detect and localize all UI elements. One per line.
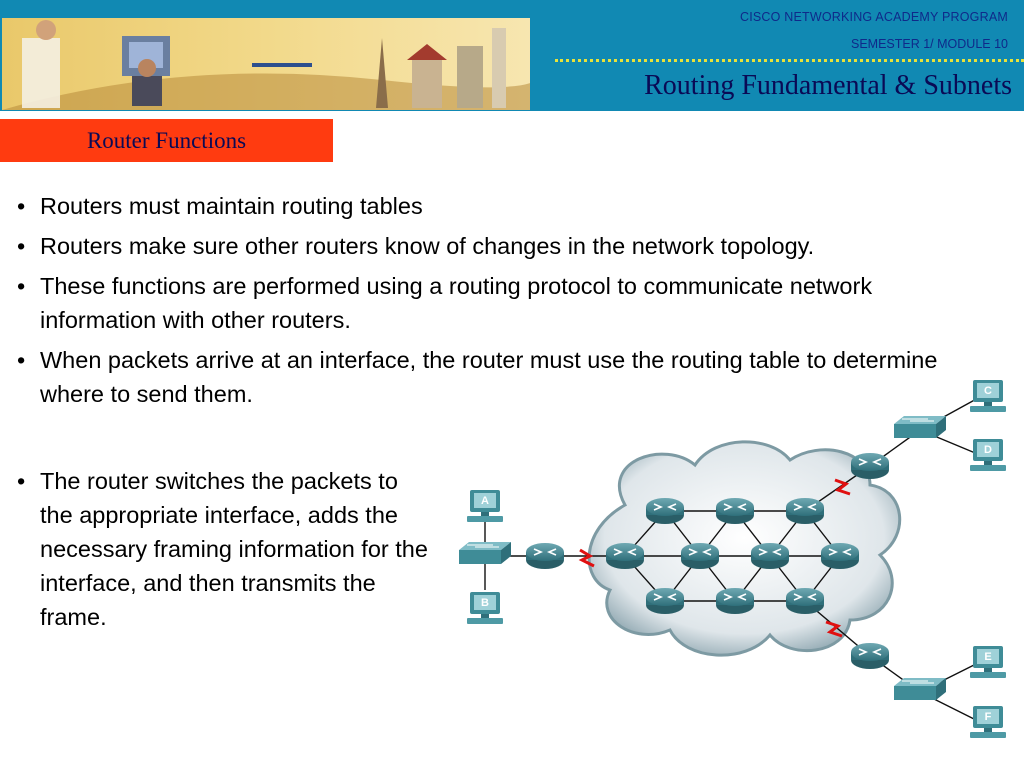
section-title: Router Functions [86, 127, 247, 153]
host-d [970, 439, 1006, 471]
router-icon [716, 498, 754, 524]
bullet-text: Routers make sure other routers know of changes in the network topology. [40, 233, 815, 259]
router-icon [786, 588, 824, 614]
bullet-text: These functions are performed using a routing protocol to communicate network information with other routers. [40, 273, 873, 333]
module-label: SEMESTER 1/ MODULE 10 [851, 37, 1008, 51]
host-label: B [481, 597, 489, 609]
router-icon [786, 498, 824, 524]
router-icon [716, 588, 754, 614]
bullet-item [15, 464, 435, 634]
router-icon [681, 543, 719, 569]
host-a [467, 490, 503, 522]
header-banner [0, 0, 1024, 111]
banner-artwork [2, 18, 530, 110]
host-label: C [984, 385, 992, 397]
bullet-glyph: • [17, 347, 26, 373]
router-icon [851, 643, 889, 669]
page-title: Routing Fundamental & Subnets [644, 70, 1012, 101]
host-label: F [984, 711, 992, 723]
network-diagram [450, 370, 1024, 768]
host-label: E [984, 651, 992, 663]
bullet-list-secondary [15, 464, 435, 634]
bullet-glyph: • [17, 468, 26, 494]
section-label [0, 119, 333, 162]
router-icon [526, 543, 564, 569]
dotted-divider [555, 59, 1024, 62]
bullet-text: The router switches the packets to the appropriate interface, adds the necessary framing information for the interface, and then transmits the frame. [40, 468, 428, 630]
bullet-text: Routers must maintain routing tables [40, 193, 423, 219]
router-icon [751, 543, 789, 569]
host-c [970, 380, 1006, 412]
router-icon [646, 498, 684, 524]
host-b [467, 592, 503, 624]
bullet-glyph: • [17, 193, 26, 219]
router-icon [646, 588, 684, 614]
host-label: A [481, 495, 489, 507]
program-name: CISCO NETWORKING ACADEMY PROGRAM [739, 10, 1008, 24]
router-icon [606, 543, 644, 569]
bullet-glyph: • [17, 233, 26, 259]
switch-icon [894, 416, 946, 438]
host-e [970, 646, 1006, 678]
router-icon [851, 453, 889, 479]
switch-icon [894, 678, 946, 700]
bullet-text: When packets arrive at an interface, the router must use the routing table to determine where to send them. [40, 347, 938, 407]
router-icon [821, 543, 859, 569]
bullet-item [15, 269, 975, 337]
host-f [970, 706, 1006, 738]
switch-icon [459, 542, 511, 564]
bullet-glyph: • [17, 273, 26, 299]
bullet-item [15, 229, 975, 263]
bullet-item [15, 189, 975, 223]
host-label: D [984, 444, 992, 456]
